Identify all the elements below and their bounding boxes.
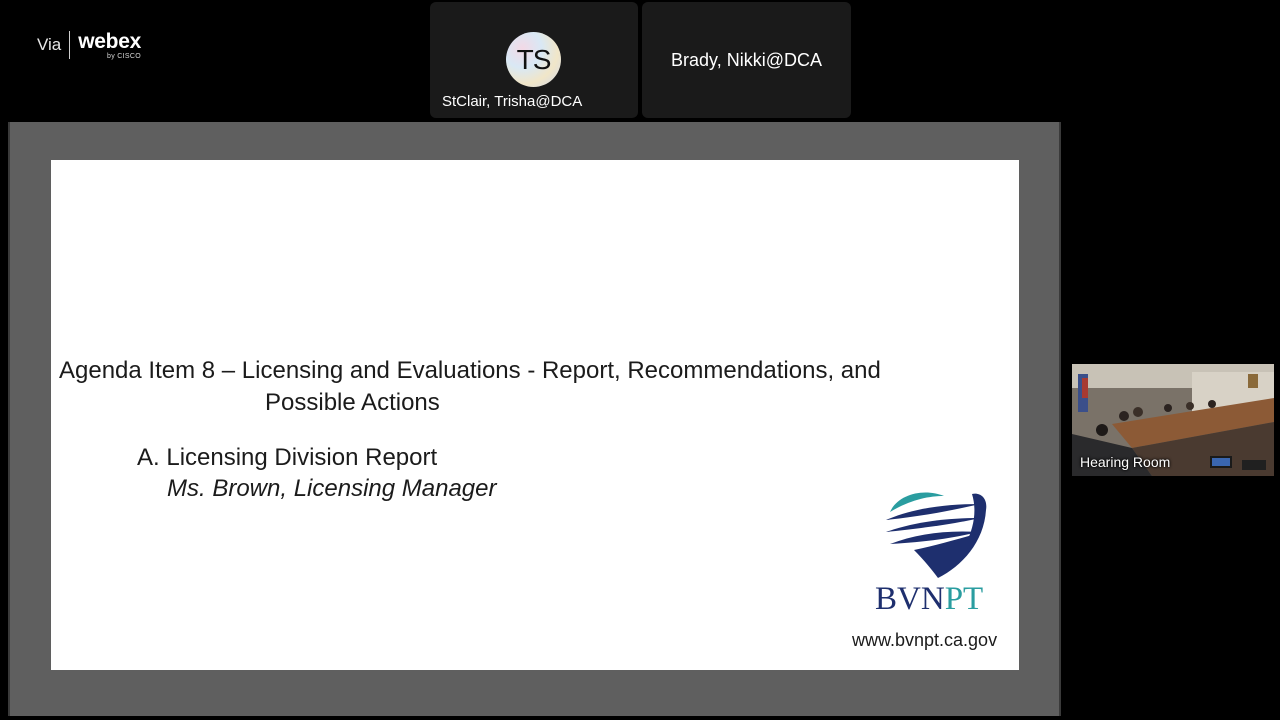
slide-title-continuation: Possible Actions <box>265 389 440 416</box>
slide-title: Agenda Item 8 – Licensing and Evaluations - Report, Recommendations, and <box>59 357 881 384</box>
participant-tile-stclair[interactable] <box>430 2 638 118</box>
webex-by-cisco-text: by CISCO <box>107 52 141 60</box>
logo-text-bvn: BVN <box>875 581 945 617</box>
bvnpt-logo-text <box>875 581 983 618</box>
webex-branding <box>37 28 141 62</box>
participant-tile-brady[interactable] <box>642 2 851 118</box>
logo-text-pt: PT <box>944 581 984 617</box>
slide-presenter: Ms. Brown, Licensing Manager <box>167 475 497 502</box>
presentation-slide <box>51 160 1019 670</box>
brand-via-text: Via <box>37 35 62 54</box>
brand-divider <box>69 31 70 59</box>
hearing-room-video-tile[interactable] <box>1072 364 1274 476</box>
webex-logo <box>78 31 141 60</box>
participant-avatar: TS <box>506 32 561 87</box>
bvnpt-logo-icon <box>884 490 988 578</box>
participant-name: StClair, Trisha@DCA <box>442 93 583 110</box>
shared-content-area[interactable] <box>8 122 1061 716</box>
slide-url: www.bvnpt.ca.gov <box>852 630 998 650</box>
webex-logo-text: webex <box>78 29 141 53</box>
slide-subitem: A. Licensing Division Report <box>137 444 438 471</box>
participant-name: Brady, Nikki@DCA <box>671 50 822 70</box>
video-tile-label: Hearing Room <box>1080 454 1171 470</box>
